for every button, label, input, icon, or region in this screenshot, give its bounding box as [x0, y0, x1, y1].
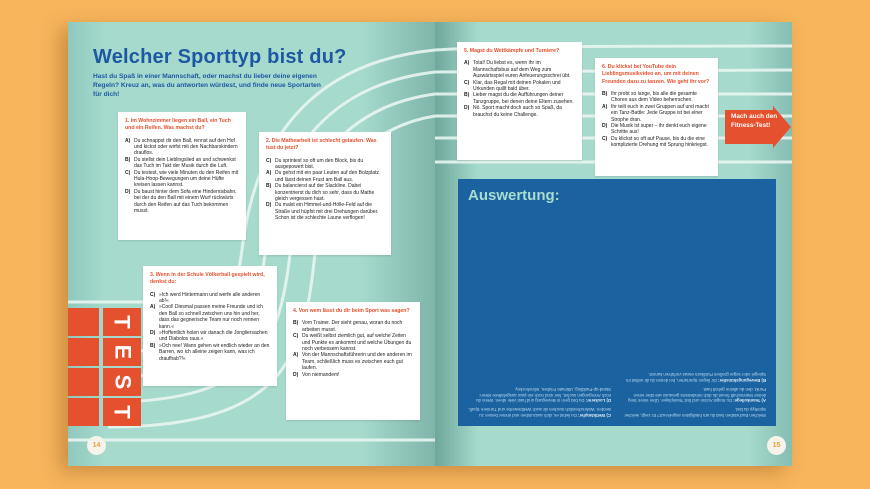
option-key: A) [293, 352, 299, 359]
type-label: C) Wettkämpfer: [577, 413, 611, 418]
answer-option[interactable] [602, 104, 711, 123]
answer-option[interactable] [266, 170, 384, 183]
option-key: C) [602, 135, 608, 142]
page-number: 15 [767, 436, 786, 455]
answer-option[interactable] [266, 183, 384, 202]
evaluation-type [623, 386, 766, 403]
answer-option[interactable] [293, 333, 413, 352]
option-text: Total! Du liebst es, wenn ihr im Mannschaftsbus auf dem Weg zum Auswärtsspiel euren Anfeuerungsschrei übt. [473, 60, 571, 80]
question-text: 4. Von wem lässt du dir beim Sport was sagen? [293, 308, 410, 314]
answer-option[interactable] [293, 320, 413, 333]
question-card-1 [118, 112, 246, 240]
option-text: »Cool! Diesmal passen meine Freunde und ich den Ball so schnell zwischen uns hin und her, dass das gegnerische Team nur noch rennen kann.« [159, 304, 263, 330]
option-text: Du schnappst dir den Ball, rennst auf den Hof und kickst oder wirfst mit den Nachbarskindern drauflos. [134, 137, 238, 157]
type-text: Du magst Action und bist Teamplayer. Über einen Sieg deiner Mannschaft freust du dich mindestens genauso wie über einen Punkt, den du alleine geholt hast. [628, 386, 766, 404]
option-key: A) [602, 103, 608, 110]
option-text: Du balancierst auf der Slackline. Dabei konzentrierst du dich so sehr, dass du Mathe gleich vergessen hast. [275, 183, 375, 203]
question-card-4 [286, 302, 420, 420]
option-key: B) [464, 92, 470, 99]
option-key: C) [293, 333, 299, 340]
option-key: C) [266, 157, 272, 164]
option-text: Du weißt selbst ziemlich gut, auf welche Zeiten und Punkte es ankommt und welche Übungen du noch verbessern kannst. [302, 333, 412, 352]
option-key: C) [150, 291, 156, 298]
answer-option[interactable] [266, 202, 384, 221]
magazine-spread [68, 22, 792, 466]
evaluation-column [468, 209, 611, 418]
answer-option[interactable] [464, 80, 575, 93]
option-text: Von der Mannschaftsführerin und den anderen im Team, schließlich muss es zwischen euch gut laufen. [302, 352, 412, 372]
answer-option[interactable] [602, 91, 711, 104]
test-letter: E [110, 344, 135, 360]
option-key: B) [293, 320, 299, 327]
test-letter: T [109, 405, 135, 419]
evaluation-type [468, 406, 611, 418]
question-text: 5. Magst du Wettkämpfe und Turniere? [464, 48, 560, 54]
intro-text: Hast du Spaß in einer Mannschaft, oder machst du lieber deine eigenen Regeln? Kreuz an, was du antworten würdest, und finde neue Sportarten für dich! [93, 73, 321, 98]
option-key: D) [150, 330, 156, 337]
evaluation-heading: Auswertung: [468, 187, 560, 204]
option-key: B) [125, 156, 131, 163]
option-key: D) [266, 202, 272, 209]
answer-option[interactable] [150, 292, 270, 305]
page-title: Welcher Sporttyp bist du? [93, 46, 347, 68]
question-text: 1. Im Wohnzimmer liegen ein Ball, ein Tuch und ein Reifen. Was machst du? [125, 118, 231, 132]
question-card-2 [259, 132, 391, 255]
answer-option[interactable] [464, 60, 575, 79]
option-key: D) [602, 122, 608, 129]
evaluation-type [623, 371, 766, 383]
answer-option[interactable] [602, 136, 711, 149]
arrow-label: Mach auch den Fitness-Test! [731, 113, 778, 129]
option-text: Du stellst dein Lieblingslied an und schwenkst das Tuch im Takt der Musik durch die Luft. [134, 156, 236, 170]
page-number: 14 [87, 436, 106, 455]
option-text: »Hoffentlich holen wir danach die Jongliersachen und Diabolos raus.« [159, 330, 268, 343]
fitness-test-arrow[interactable] [725, 106, 791, 148]
question-text: 6. Du klickst bei YouTube dein Lieblingsmusikvideo an, um mit deinen Freunden dazu zu tanzen. Wie geht ihr vor? [602, 64, 710, 85]
type-text: Dir liegen Sportarten, bei denen du dir selbst im Spiegel oder sogar großem Publikum etwas vorführen kannst. [626, 372, 766, 384]
evaluation-box [458, 179, 776, 426]
answer-option[interactable] [602, 123, 711, 136]
question-text: 3. Wenn in der Schule Völkerball gespielt wird, denkst du: [150, 272, 265, 286]
option-text: »Och nee! Wann gehen wir endlich wieder an den Barren, wo ich alleine zeigen kann, was ich draufhab?!« [159, 342, 270, 362]
answer-option[interactable] [266, 158, 384, 171]
option-key: B) [150, 342, 156, 349]
option-text: Du malst ein Himmel-und-Hölle-Feld auf die Straße und hüpfst mit drei Drehungen darüber. Schon ist die schlechte Laune verflogen! [275, 202, 379, 222]
option-text: Klar, das Regal mit deinen Pokalen und Urkunden quillt bald über. [473, 79, 561, 92]
option-text: Vom Trainer. Der sieht genau, woran du noch arbeiten musst. [302, 320, 403, 333]
option-key: B) [266, 183, 272, 190]
option-text: Lieber magst du die Aufführungen deiner Tanzgruppe, bei denen deine Eltern zusehen. [473, 92, 574, 105]
option-key: D) [125, 188, 131, 195]
option-text: »Ich werd Hintermann und werfe alle anderen ab!« [159, 291, 261, 304]
type-label: B) Bewegungskünstler: [718, 378, 766, 384]
test-badge [68, 308, 173, 428]
option-key: D) [293, 371, 299, 378]
type-text: Du liebst es, dich auszutoben und immer besser zu werden. Wahrscheinlich machen dir auch Wettbewerbe und Turniere Spaß. [468, 407, 611, 418]
answer-option[interactable] [464, 105, 575, 118]
answer-option[interactable] [293, 372, 413, 378]
answer-option[interactable] [125, 189, 239, 215]
question-text: 2. Die Mathearbeit ist schlecht gelaufen. Was tust du jetzt? [266, 138, 377, 152]
option-text: Ihr teilt euch in zwei Gruppen auf und macht ein Tanz-Battle: Jede Gruppe ist bei einer Strophe dran. [611, 103, 709, 123]
option-key: D) [464, 105, 470, 112]
type-label: A) Teamkollege: [733, 398, 766, 404]
option-key: A) [464, 60, 470, 67]
option-text: Du klickst so oft auf Pause, bis du die eine komplizierte Drehung mit Sprung hinkriegst. [611, 135, 708, 149]
type-text: Du bist gern in Bewegung und hast viele Ideen. Wenn du noch Anregungen suchst, hier sind noch ein paar ausgefallene Ideen: Stand-up-Paddling, Ultimate Frisbee, Inlinehockey. [476, 386, 611, 404]
option-key: B) [602, 90, 608, 97]
question-card-6 [595, 58, 718, 176]
left-page [68, 22, 435, 466]
option-key: A) [266, 170, 272, 177]
evaluation-intro: Welchen Buchstaben hast du am häufigsten angekreuzt? Er zeigt, welcher Sporttyp du bist. [624, 407, 766, 418]
option-text: Du sprintest so oft um den Block, bis du ausgepowert bist. [275, 157, 364, 170]
evaluation-type [468, 386, 611, 403]
evaluation-column [623, 209, 766, 418]
option-text: Von niemandem! [302, 371, 340, 378]
question-card-5 [457, 42, 582, 160]
option-text: Ihr probt so lange, bis alle die gesamte Choreo aus dem Video beherrschen. [611, 90, 697, 104]
answer-option[interactable] [125, 170, 239, 189]
option-text: Du testest, wie viele Minuten du den Reifen mit Hula-Hoop-Bewegungen um deine Hüfte kreisen lassen kannst. [134, 169, 239, 189]
answer-option[interactable] [293, 352, 413, 371]
answer-option[interactable] [125, 138, 239, 157]
answer-option[interactable] [464, 92, 575, 105]
option-text: Du gehst mit ein paar Leuten auf den Bolzplatz und lässt deinen Frust am Ball aus. [275, 170, 379, 183]
option-key: C) [464, 79, 470, 86]
option-text: Du baust hinter dem Sofa eine Hindernisbahn, bei der du den Ball mit einem Wurf rückwärts durch den Reifen auf das Tuch bekommen musst. [134, 188, 237, 215]
option-key: A) [150, 304, 156, 311]
option-key: C) [125, 169, 131, 176]
answer-option[interactable] [125, 157, 239, 170]
evaluation-upside-down-text [468, 209, 766, 418]
option-key: A) [125, 137, 131, 144]
right-page [435, 22, 792, 466]
option-text: Die Musik ist super – ihr denkt euch eigene Schritte aus! [611, 122, 707, 136]
test-letter: S [110, 374, 135, 390]
option-text: Nö. Sport macht doch auch so Spaß, da brauchst du keine Challenge. [473, 105, 562, 118]
test-letter: T [109, 315, 135, 329]
type-label: D) Lockerer: [585, 398, 611, 404]
